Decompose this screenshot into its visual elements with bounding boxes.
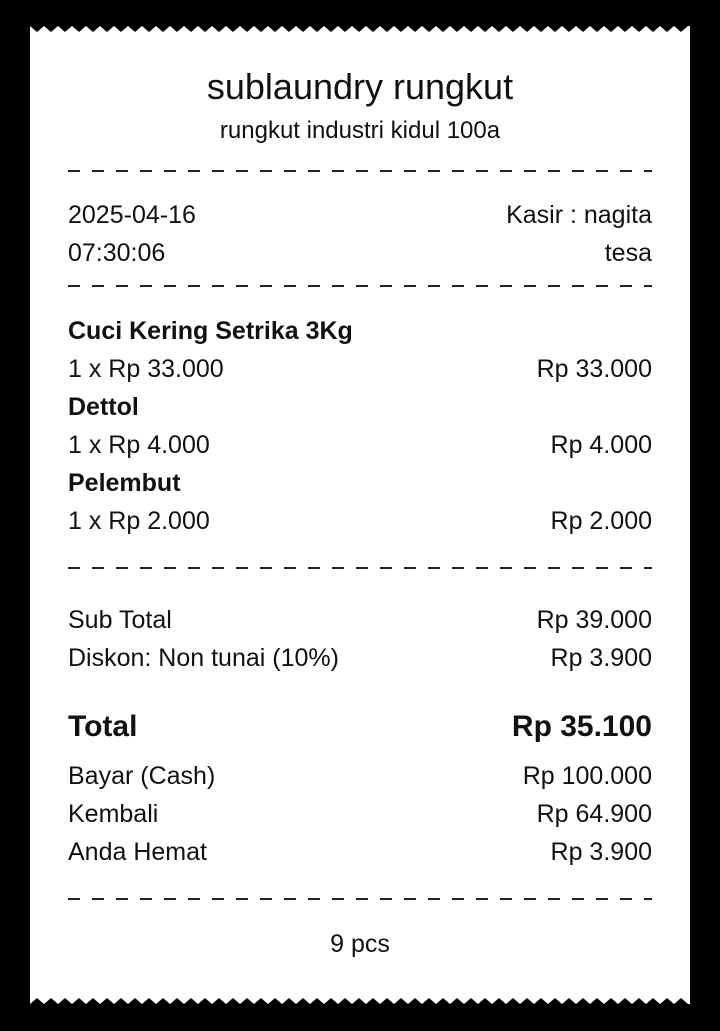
payment-row [68,760,652,792]
cashier-name: Kasir : nagita [506,201,652,229]
item-line [68,505,652,537]
time-customer-row [68,237,652,269]
payment-label: Bayar (Cash) [68,762,216,790]
discount-row [68,642,652,674]
change-value: Rp 64.900 [536,800,652,828]
store-name: sublaundry rungkut [206,66,514,107]
change-row [68,798,652,830]
discount-label: Diskon: Non tunai (10%) [68,644,339,672]
item-qty-price: 1 x Rp 33.000 [68,355,224,383]
store-address: rungkut industri kidul 100a [219,117,501,144]
transaction-date: 2025-04-16 [68,201,196,229]
item-line [68,353,652,385]
payment-value: Rp 100.000 [522,762,652,790]
discount-value: Rp 3.900 [550,644,652,672]
item-qty-price: 1 x Rp 2.000 [68,507,210,535]
item-name: Pelembut [68,469,181,497]
item-line [68,429,652,461]
change-label: Kembali [68,800,159,828]
item-amount: Rp 4.000 [550,431,652,459]
total-row [68,709,652,745]
item-qty-price: 1 x Rp 4.000 [68,431,210,459]
item-name: Cuci Kering Setrika 3Kg [68,317,353,345]
savings-label: Anda Hemat [68,838,207,866]
date-cashier-row [68,199,652,231]
subtotal-row [68,604,652,636]
subtotal-value: Rp 39.000 [536,606,652,634]
savings-value: Rp 3.900 [550,838,652,866]
item-name: Dettol [68,393,139,421]
customer-name: tesa [604,239,652,267]
divider [68,898,652,900]
total-label: Total [68,710,138,743]
item-amount: Rp 33.000 [536,355,652,383]
divider [68,567,652,569]
subtotal-label: Sub Total [68,606,172,634]
item-amount: Rp 2.000 [550,507,652,535]
divider [68,170,652,172]
savings-row [68,836,652,868]
item-count: 9 pcs [330,930,390,958]
total-value: Rp 35.100 [511,710,652,743]
receipt [30,32,690,998]
transaction-time: 07:30:06 [68,239,166,267]
divider [68,285,652,287]
